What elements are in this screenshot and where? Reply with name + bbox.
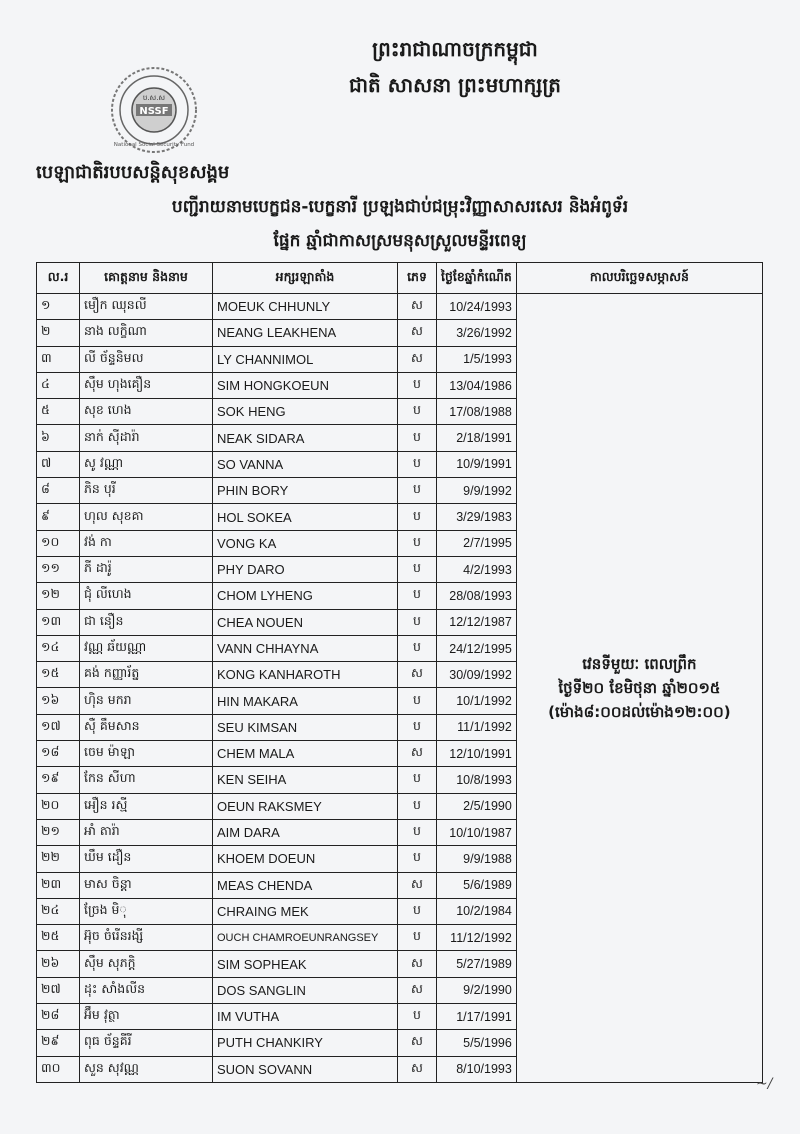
organization-name: បេឡាជាតិរបបសន្តិសុខសង្គម xyxy=(36,162,230,183)
row-khmer-name: នាក់ ស៊ីដារ៉ា xyxy=(80,425,213,451)
row-dob: 9/2/1990 xyxy=(437,977,517,1003)
row-latin-name: PHIN BORY xyxy=(213,478,398,504)
row-latin-name: SIM SOPHEAK xyxy=(213,951,398,977)
row-dob: 17/08/1988 xyxy=(437,399,517,425)
row-number: ១៥ xyxy=(37,662,80,688)
row-sex: ប xyxy=(398,530,437,556)
row-sex: ស xyxy=(398,951,437,977)
row-khmer-name: អឿន រស្មី xyxy=(80,793,213,819)
row-number: ១៩ xyxy=(37,767,80,793)
row-sex: ប xyxy=(398,609,437,635)
document-title: បញ្ជីរាយនាមបេក្ខជន-បេក្ខនារី ប្រឡងជាប់ជម្រុះវិញ្ញាសាសរសេរ និងអំពូទ័រ xyxy=(171,197,629,217)
row-sex: ប xyxy=(398,372,437,398)
row-khmer-name: អ៊ឹម វុត្ថា xyxy=(80,1004,213,1030)
row-dob: 10/2/1984 xyxy=(437,898,517,924)
row-dob: 8/10/1993 xyxy=(437,1056,517,1082)
row-number: ៦ xyxy=(37,425,80,451)
row-khmer-name: ពុធ ច័ន្ទគីរី xyxy=(80,1030,213,1056)
header-sex: ភេទ xyxy=(398,263,437,294)
row-sex: ប xyxy=(398,846,437,872)
row-number: ២៤ xyxy=(37,898,80,924)
row-dob: 13/04/1986 xyxy=(437,372,517,398)
row-khmer-name: គង់ កញ្ញារ័ត្ន xyxy=(80,662,213,688)
row-sex: ស xyxy=(398,662,437,688)
row-number: ៥ xyxy=(37,399,80,425)
row-sex: ស xyxy=(398,977,437,1003)
candidate-table xyxy=(36,262,763,1083)
row-khmer-name: ស៊ឹម សុភក្តិ xyxy=(80,951,213,977)
header-no: ល.រ xyxy=(37,263,80,294)
row-latin-name: CHEA NOUEN xyxy=(213,609,398,635)
row-dob: 9/9/1992 xyxy=(437,478,517,504)
row-dob: 10/8/1993 xyxy=(437,767,517,793)
row-number: ១១ xyxy=(37,556,80,582)
row-khmer-name: ភិន បុរី xyxy=(80,478,213,504)
row-latin-name: SO VANNA xyxy=(213,451,398,477)
row-dob: 1/5/1993 xyxy=(437,346,517,372)
row-number: ៤ xyxy=(37,372,80,398)
logo-ring-text: National Social Security Fund xyxy=(113,142,195,148)
row-number: ១៧ xyxy=(37,714,80,740)
row-sex: ប xyxy=(398,504,437,530)
row-number: ២៥ xyxy=(37,925,80,951)
row-khmer-name: ស៊ឹម ហុងគឿន xyxy=(80,372,213,398)
row-latin-name: NEAK SIDARA xyxy=(213,425,398,451)
row-dob: 10/24/1993 xyxy=(437,294,517,320)
row-number: ២៩ xyxy=(37,1030,80,1056)
row-latin-name: SEU KIMSAN xyxy=(213,714,398,740)
row-khmer-name: សួន សុវណ្ណ xyxy=(80,1056,213,1082)
row-number: ២២ xyxy=(37,846,80,872)
row-khmer-name: សុខ ហេង xyxy=(80,399,213,425)
row-sex: ប xyxy=(398,583,437,609)
row-latin-name: KEN SEIHA xyxy=(213,767,398,793)
row-khmer-name: អាំ តារ៉ា xyxy=(80,819,213,845)
row-latin-name: CHEM MALA xyxy=(213,741,398,767)
row-sex: ប xyxy=(398,425,437,451)
logo-khmer-abbr: ប.ស.ស xyxy=(142,94,166,102)
row-sex: ប xyxy=(398,793,437,819)
row-number: ១២ xyxy=(37,583,80,609)
row-number: ៣ xyxy=(37,346,80,372)
row-number: ១ xyxy=(37,294,80,320)
row-latin-name: KHOEM DOEUN xyxy=(213,846,398,872)
row-dob: 10/9/1991 xyxy=(437,451,517,477)
row-khmer-name: សូ វណ្ណា xyxy=(80,451,213,477)
row-number: ១៣ xyxy=(37,609,80,635)
row-latin-name: SUON SOVANN xyxy=(213,1056,398,1082)
header-khmer-name: គោត្តនាម និងនាម xyxy=(80,263,213,294)
row-number: ៩ xyxy=(37,504,80,530)
row-khmer-name: ចេម ម៉ាឡា xyxy=(80,741,213,767)
row-sex: ប xyxy=(398,898,437,924)
row-khmer-name: នាង លក្ខិណា xyxy=(80,320,213,346)
row-khmer-name: ឃឹម ដឿន xyxy=(80,846,213,872)
row-khmer-name: មាស ចិន្តា xyxy=(80,872,213,898)
row-latin-name: OEUN RAKSMEY xyxy=(213,793,398,819)
nssf-seal-icon xyxy=(100,64,208,156)
signature-mark: ~/ xyxy=(756,1076,773,1092)
row-sex: ប xyxy=(398,714,437,740)
row-number: ១៤ xyxy=(37,635,80,661)
exam-schedule-line3: (ម៉ោង៨:០០ដល់ម៉ោង១២:០០) xyxy=(548,702,731,721)
row-latin-name: VANN CHHAYNA xyxy=(213,635,398,661)
row-sex: ប xyxy=(398,767,437,793)
document-subtitle: ផ្នែក ឆ្មាំជាកាសស្រមនុសស្រួលមន្ទីរពេទ្យ xyxy=(273,231,527,251)
header-exam-date: កាលបរិច្ឆេទសម្ភាសន៍ xyxy=(516,263,762,294)
nssf-logo xyxy=(100,64,208,156)
row-dob: 12/10/1991 xyxy=(437,741,517,767)
row-sex: ប xyxy=(398,451,437,477)
row-khmer-name: ភី ដារ៉ូ xyxy=(80,556,213,582)
row-number: ២ xyxy=(37,320,80,346)
table-row xyxy=(37,294,763,320)
row-sex: ស xyxy=(398,1056,437,1082)
row-latin-name: AIM DARA xyxy=(213,819,398,845)
row-khmer-name: ជុំ លីហេង xyxy=(80,583,213,609)
row-latin-name: SIM HONGKOEUN xyxy=(213,372,398,398)
row-dob: 3/26/1992 xyxy=(437,320,517,346)
row-dob: 5/5/1996 xyxy=(437,1030,517,1056)
row-khmer-name: ច្រែង មិុ xyxy=(80,898,213,924)
row-latin-name: OUCH CHAMROEUNRANGSEY xyxy=(213,925,398,951)
row-number: ២៣ xyxy=(37,872,80,898)
row-dob: 5/27/1989 xyxy=(437,951,517,977)
row-dob: 11/12/1992 xyxy=(437,925,517,951)
row-sex: ប xyxy=(398,399,437,425)
row-dob: 1/17/1991 xyxy=(437,1004,517,1030)
row-dob: 10/10/1987 xyxy=(437,819,517,845)
row-number: ២០ xyxy=(37,793,80,819)
row-sex: ស xyxy=(398,346,437,372)
row-dob: 2/5/1990 xyxy=(437,793,517,819)
row-latin-name: HOL SOKEA xyxy=(213,504,398,530)
row-khmer-name: អ៊ុច ចំរើនរង្សី xyxy=(80,925,213,951)
row-latin-name: HIN MAKARA xyxy=(213,688,398,714)
row-dob: 10/1/1992 xyxy=(437,688,517,714)
row-sex: ស xyxy=(398,320,437,346)
exam-schedule-line1: វេនទីមួយៈ ពេលព្រឹក xyxy=(582,654,697,673)
row-sex: ស xyxy=(398,1030,437,1056)
header-dob: ថ្ងៃខែឆ្នាំកំណើត xyxy=(437,263,517,294)
row-sex: ស xyxy=(398,872,437,898)
row-dob: 2/18/1991 xyxy=(437,425,517,451)
row-latin-name: LY CHANNIMOL xyxy=(213,346,398,372)
row-sex: ប xyxy=(398,635,437,661)
row-dob: 11/1/1992 xyxy=(437,714,517,740)
row-khmer-name: ជា នឿន xyxy=(80,609,213,635)
row-sex: ប xyxy=(398,925,437,951)
national-motto: ជាតិ សាសនា ព្រះមហាក្សត្រ xyxy=(349,73,561,97)
row-number: ៧ xyxy=(37,451,80,477)
row-dob: 5/6/1989 xyxy=(437,872,517,898)
row-khmer-name: ហុល សុខគា xyxy=(80,504,213,530)
row-dob: 24/12/1995 xyxy=(437,635,517,661)
exam-schedule-cell xyxy=(516,294,762,1083)
row-sex: ប xyxy=(398,819,437,845)
row-latin-name: KONG KANHAROTH xyxy=(213,662,398,688)
row-dob: 30/09/1992 xyxy=(437,662,517,688)
row-latin-name: NEANG LEAKHENA xyxy=(213,320,398,346)
row-dob: 3/29/1983 xyxy=(437,504,517,530)
row-latin-name: MOEUK CHHUNLY xyxy=(213,294,398,320)
row-latin-name: CHRAING MEK xyxy=(213,898,398,924)
row-number: ២៨ xyxy=(37,1004,80,1030)
row-latin-name: DOS SANGLIN xyxy=(213,977,398,1003)
row-sex: ស xyxy=(398,294,437,320)
row-sex: ប xyxy=(398,1004,437,1030)
header-latin-name: អក្សរឡាតាំង xyxy=(213,263,398,294)
row-khmer-name: មឿក ឈុនលី xyxy=(80,294,213,320)
row-khmer-name: វង់ កា xyxy=(80,530,213,556)
row-dob: 4/2/1993 xyxy=(437,556,517,582)
row-dob: 12/12/1987 xyxy=(437,609,517,635)
row-number: ២១ xyxy=(37,819,80,845)
table-header-row xyxy=(37,263,763,294)
row-number: ២៦ xyxy=(37,951,80,977)
row-dob: 28/08/1993 xyxy=(437,583,517,609)
row-khmer-name: ហ៊ិន មករា xyxy=(80,688,213,714)
row-khmer-name: ដុះ សាំងលីន xyxy=(80,977,213,1003)
row-latin-name: IM VUTHA xyxy=(213,1004,398,1030)
row-latin-name: CHOM LYHENG xyxy=(213,583,398,609)
row-number: ១០ xyxy=(37,530,80,556)
row-khmer-name: កែន សីហា xyxy=(80,767,213,793)
row-dob: 2/7/1995 xyxy=(437,530,517,556)
row-dob: 9/9/1988 xyxy=(437,846,517,872)
row-number: ៨ xyxy=(37,478,80,504)
row-latin-name: VONG KA xyxy=(213,530,398,556)
row-khmer-name: ស៊ឺ គឹមសាន xyxy=(80,714,213,740)
row-latin-name: PHY DARO xyxy=(213,556,398,582)
row-number: ១៨ xyxy=(37,741,80,767)
row-sex: ប xyxy=(398,556,437,582)
row-number: ៣០ xyxy=(37,1056,80,1082)
row-latin-name: SOK HENG xyxy=(213,399,398,425)
row-number: ២៧ xyxy=(37,977,80,1003)
row-khmer-name: វណ្ណ ឆ័យណ្ណា xyxy=(80,635,213,661)
logo-abbr: NSSF xyxy=(139,106,169,117)
row-khmer-name: លី ច័ន្ទនិមល xyxy=(80,346,213,372)
row-latin-name: MEAS CHENDA xyxy=(213,872,398,898)
row-sex: ស xyxy=(398,741,437,767)
row-sex: ប xyxy=(398,688,437,714)
kingdom-title: ព្រះរាជាណាចក្រកម្ពុជា xyxy=(372,37,538,61)
row-number: ១៦ xyxy=(37,688,80,714)
exam-schedule-line2: ថ្ងៃទី២០ ខែមិថុនា ឆ្នាំ២០១៥ xyxy=(558,678,721,697)
row-latin-name: PUTH CHANKIRY xyxy=(213,1030,398,1056)
row-sex: ប xyxy=(398,478,437,504)
